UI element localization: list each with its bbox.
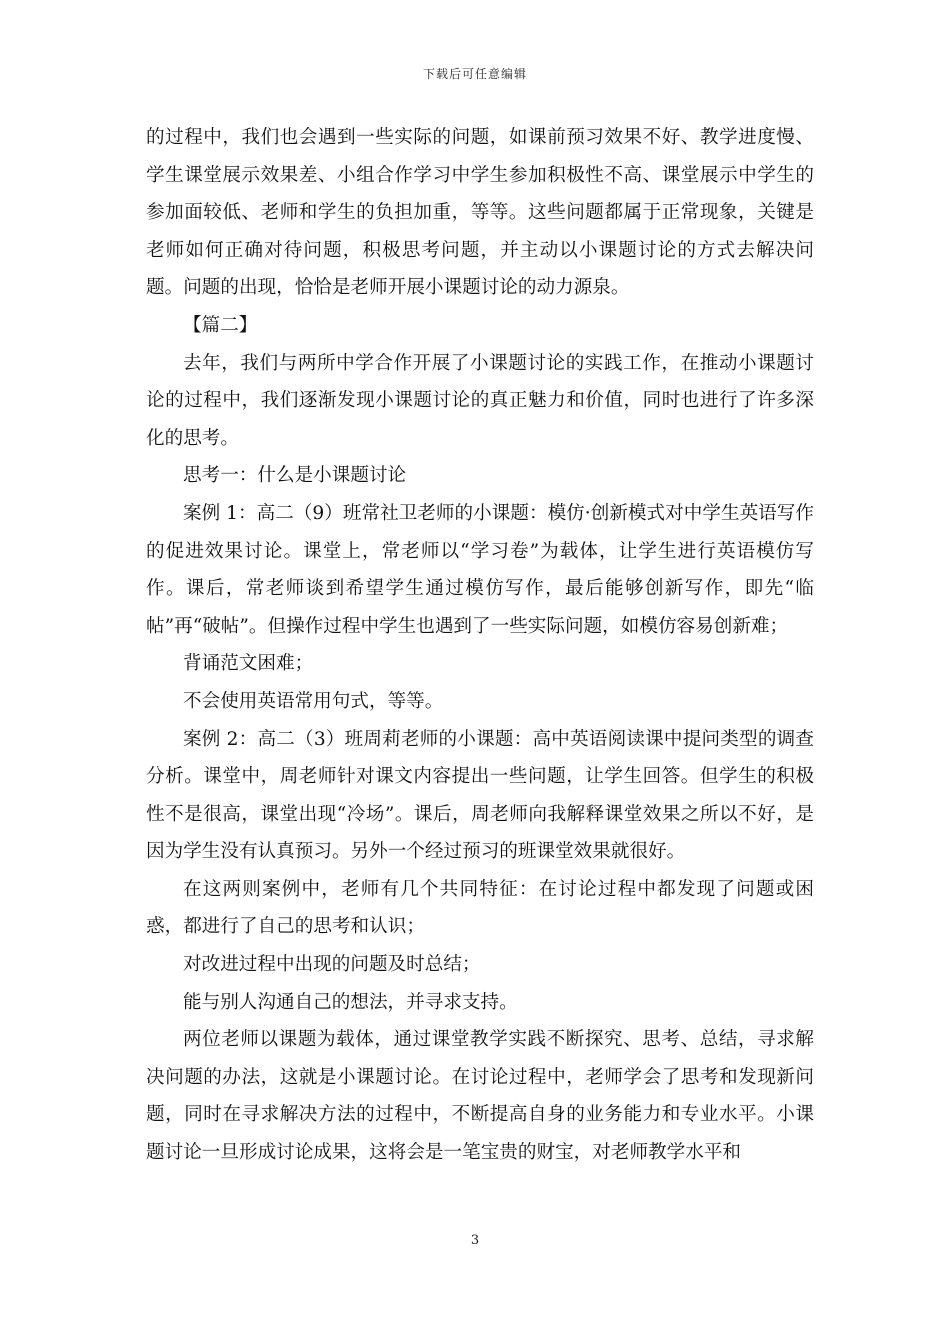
paragraph: 对改进过程中出现的问题及时总结； [183,954,481,976]
paragraph: 能与别人沟通自己的想法，并寻求支持。 [183,991,518,1013]
paragraph: 不会使用英语常用句式，等等。 [183,690,444,712]
paragraph: 去年，我们与两所中学合作开展了小课题讨论的实践工作，在推动小课题讨论的过程中，我们逐渐发现小课题讨论的真正魅力和价值，同时也进行了许多深化的思考。 [146,352,814,449]
document-body [146,119,814,1172]
paragraph: 两位老师以课题为载体，通过课堂教学实践不断探究、思考、总结，寻求解决问题的办法，这就是小课题讨论。在讨论过程中，老师学会了思考和发现新问题，同时在寻求解决方法的过程中，不断提高自身的业务能力和专业水平。小课题讨论一旦形成讨论成果，这将会是一笔宝贵的财宝，对老师教学水平和 [146,1029,814,1164]
paragraph: 的过程中，我们也会遇到一些实际的问题，如课前预习效果不好、教学进度慢、学生课堂展示效果差、小组合作学习中学生参加积极性不高、课堂展示中学生的参加面较低、老师和学生的负担加重，等等。这些问题都属于正常现象，关键是老师如何正确对待问题，积极思考问题，并主动以小课题讨论的方式去解决问题。问题的出现，恰恰是老师开展小课题讨论的动力源泉。 [146,127,814,299]
page-number: 3 [470,1233,480,1248]
page-header: 下载后可任意编辑 [422,67,527,81]
paragraph: 背诵范文困难； [183,653,314,675]
paragraph: 在这两则案例中，老师有几个共同特征：在讨论过程中都发现了问题或困惑，都进行了自己的思考和认识； [146,878,814,938]
section-heading: 【篇二】 [183,314,258,336]
subheading: 思考一：什么是小课题讨论 [183,465,407,487]
paragraph: 案例 1：高二（9）班常社卫老师的小课题：模仿·创新模式对中学生英语写作的促进效果讨论。课堂上，常老师以“学习卷”为载体，让学生进行英语模仿写作。课后，常老师谈到希望学生通过模仿写作，最后能够创新写作，即先“临帖”再“破帖”。但操作过程中学生也遇到了一些实际问题，如模仿容易创新难； [146,502,814,637]
paragraph: 案例 2：高二（3）班周莉老师的小课题：高中英语阅读课中提问类型的调查分析。课堂中，周老师针对课文内容提出一些问题，让学生回答。但学生的积极性不是很高，课堂出现“冷场”。课后，周老师向我解释课堂效果之所以不好，是因为学生没有认真预习。另外一个经过预习的班课堂效果就很好。 [146,728,814,863]
